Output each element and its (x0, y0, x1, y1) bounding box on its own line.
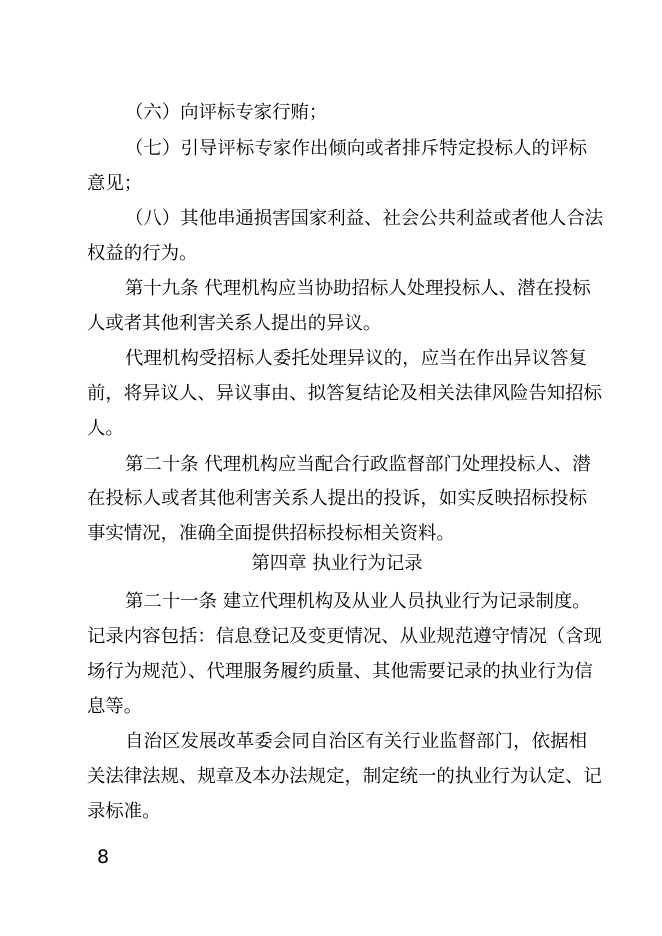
text-line: 权益的行为。 (87, 243, 198, 264)
text-line: 第十九条 代理机构应当协助招标人处理投标人、潜在投标 (125, 278, 591, 299)
text-line: 记录内容包括：信息登记及变更情况、从业规范遵守情况（含现 (87, 626, 602, 647)
text-line: 代理机构受招标人委托处理异议的，应当在作出异议答复 (125, 348, 587, 369)
text-line: 关法律法规、规章及本办法规定，制定统一的执业行为认定、记 (87, 766, 602, 787)
text-line: 在投标人或者其他利害关系人提出的投诉，如实反映招标投标 (87, 488, 587, 509)
text-line: 意见； (87, 173, 143, 194)
text-line: （八）其他串通损害国家利益、社会公共利益或者他人合法 (125, 208, 604, 229)
text-line: （七）引导评标专家作出倾向或者排斥特定投标人的评标 (125, 138, 587, 159)
text-line: 息等。 (87, 696, 143, 717)
text-line: 人。 (87, 418, 124, 439)
text-line: 前，将异议人、异议事由、拟答复结论及相关法律风险告知招标 (87, 383, 602, 404)
page-number: 8 (97, 846, 110, 868)
text-line: 自治区发展改革委会同自治区有关行业监督部门，依据相 (125, 731, 587, 752)
text-line: 录标准。 (87, 801, 161, 822)
text-line: 场行为规范）、代理服务履约质量、其他需要记录的执业行为信 (87, 661, 593, 682)
text-line: 第二十一条 建立代理机构及从业人员执业行为记录制度。 (125, 591, 591, 612)
text-line: 人或者其他利害关系人提出的异议。 (87, 313, 382, 334)
text-line: 第二十条 代理机构应当配合行政监督部门处理投标人、潜 (125, 454, 591, 475)
chapter-heading: 第四章 执业行为记录 (251, 553, 423, 574)
text-line: 事实情况，准确全面提供招标投标相关资料。 (87, 523, 455, 544)
text-line: （六）向评标专家行贿； (125, 102, 328, 123)
